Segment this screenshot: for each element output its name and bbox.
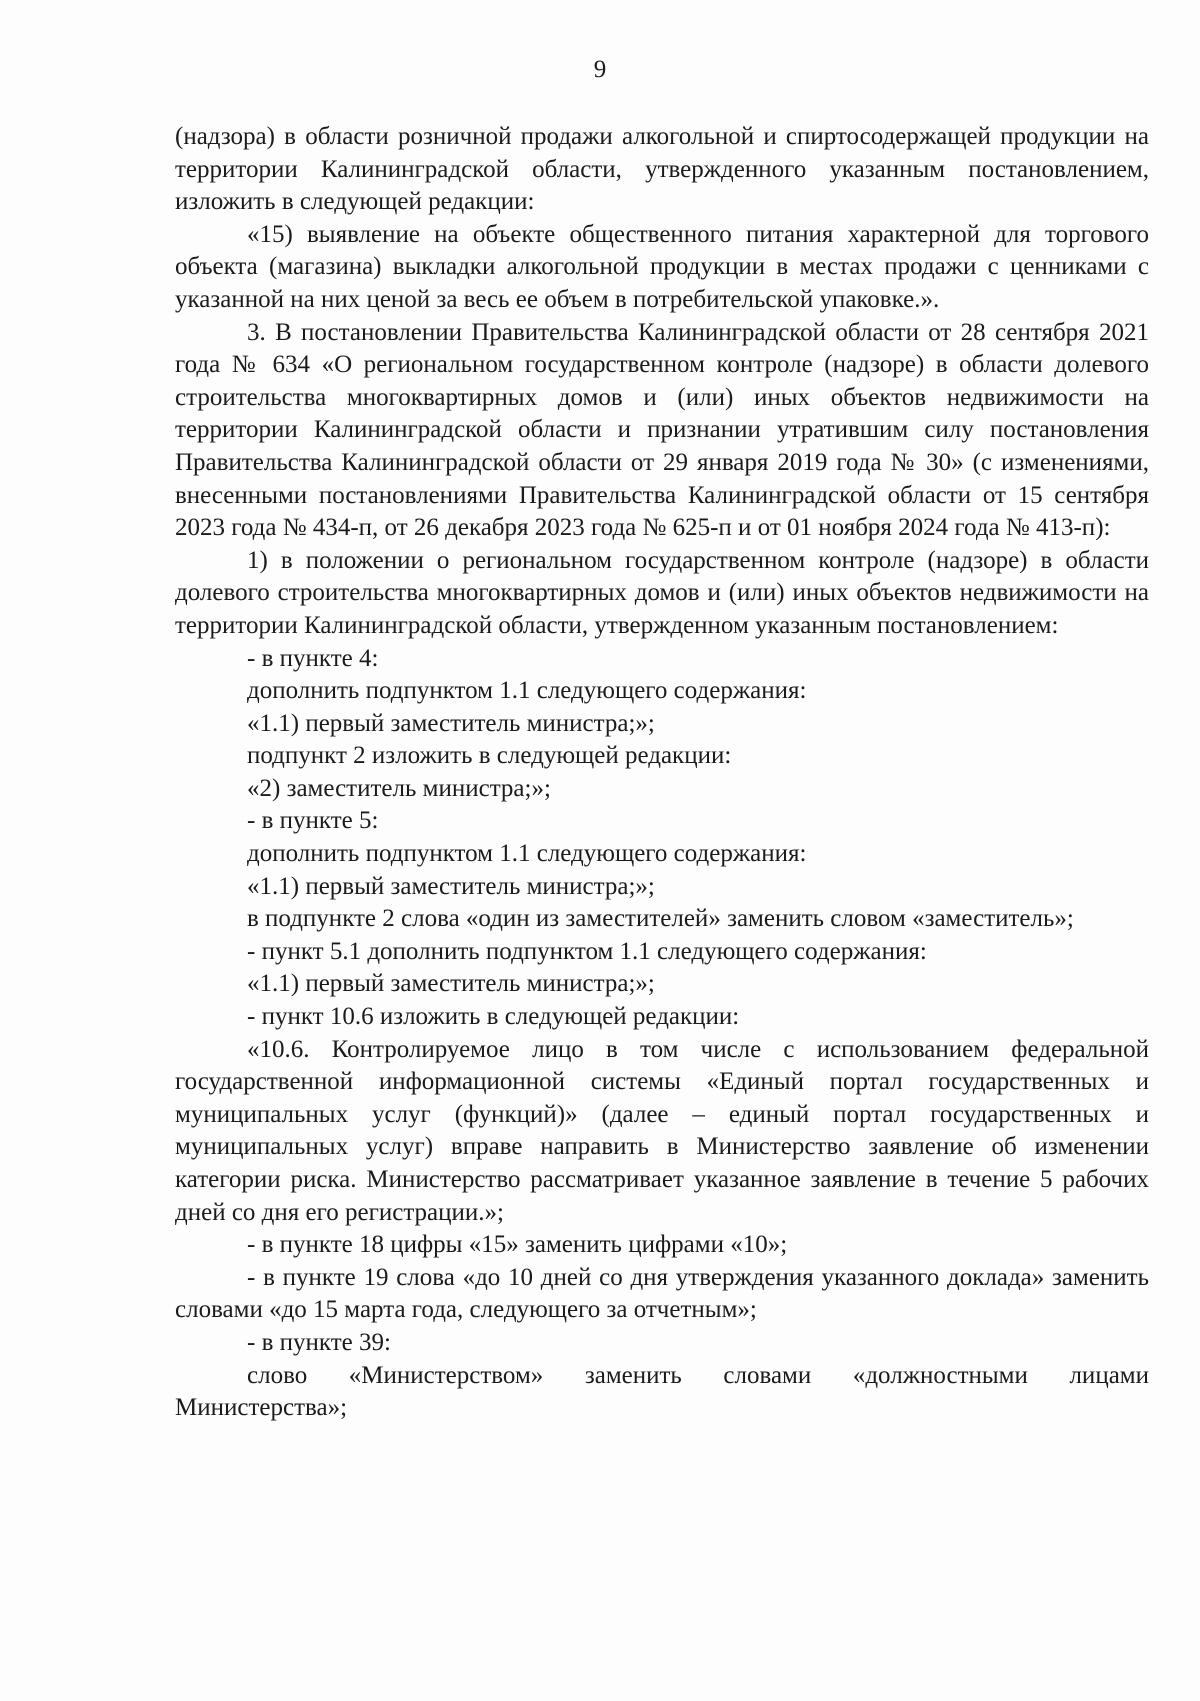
- paragraph-13: в подпункте 2 слова «один из заместителей» заменить словом «заместитель»;: [247, 905, 1074, 933]
- paragraph-6: дополнить подпунктом 1.1 следующего содержания:: [247, 677, 807, 705]
- paragraph-1: (надзора) в области розничной продажи алкогольной и спиртосодержащей продукции на территории Калининградской области, утвержденного указанным постановлением, изложить в следующей редакции:: [175, 123, 1149, 216]
- paragraph-17: «10.6. Контролируемое лицо в том числе с использованием федеральной государственной информационной системы «Единый портал государственных и муниципальных услуг (функций)» (далее – единый портал государственных и муниципальных услуг) вправе направить в Министерство заявление об изменении категории риска. Министерство рассматривает указанное заявление в течение 5 рабочих дней со дня его регистрации.»;: [175, 1035, 1149, 1226]
- paragraph-18: - в пункте 18 цифры «15» заменить цифрами «10»;: [247, 1231, 788, 1259]
- paragraph-21: слово «Министерством» заменить словами «должностными лицами Министерства»;: [175, 1361, 1149, 1422]
- paragraph-19: - в пункте 19 слова «до 10 дней со дня утверждения указанного доклада» заменить словами «до 15 марта года, следующего за отчетным»;: [175, 1263, 1149, 1324]
- paragraph-11: дополнить подпунктом 1.1 следующего содержания:: [247, 840, 807, 868]
- paragraph-8: подпункт 2 изложить в следующей редакции:: [247, 742, 732, 770]
- document-body: [175, 121, 1149, 1425]
- page-number: 9: [593, 56, 607, 83]
- paragraph-5: - в пункте 4:: [247, 644, 379, 672]
- paragraph-9: «2) заместитель министра;»;: [247, 774, 551, 802]
- paragraph-3: 3. В постановлении Правительства Калининградской области от 28 сентября 2021 года № 634 «О региональном государственном контроле (надзоре) в области долевого строительства многоквартирных домов и (или) иных объектов недвижимости на территории Калининградской области и признании утратившим силу постановления Правительства Калининградской области от 29 января 2019 года № 30» (с изменениями, внесенными постановлениями Правительства Калининградской области от 15 сентября 2023 года № 434-п, от 26 декабря 2023 года № 625-п и от 01 ноября 2024 года № 413-п):: [175, 318, 1149, 542]
- paragraph-4: 1) в положении о региональном государственном контроле (надзоре) в области долевого строительства многоквартирных домов и (или) иных объектов недвижимости на территории Калининградской области, утвержденном указанным постановлением:: [175, 546, 1149, 639]
- paragraph-12: «1.1) первый заместитель министра;»;: [247, 872, 655, 900]
- paragraph-16: - пункт 10.6 изложить в следующей редакции:: [247, 1003, 740, 1031]
- paragraph-15: «1.1) первый заместитель министра;»;: [247, 970, 655, 998]
- paragraph-2: «15) выявление на объекте общественного питания характерной для торгового объекта (магазина) выкладки алкогольной продукции в местах продажи с ценниками с указанной на них ценой за весь ее объем в потребительской упаковке.».: [175, 220, 1149, 313]
- paragraph-14: - пункт 5.1 дополнить подпунктом 1.1 следующего содержания:: [247, 937, 927, 965]
- paragraph-10: - в пункте 5:: [247, 807, 379, 835]
- paragraph-7: «1.1) первый заместитель министра;»;: [247, 709, 655, 737]
- paragraph-20: - в пункте 39:: [247, 1328, 391, 1356]
